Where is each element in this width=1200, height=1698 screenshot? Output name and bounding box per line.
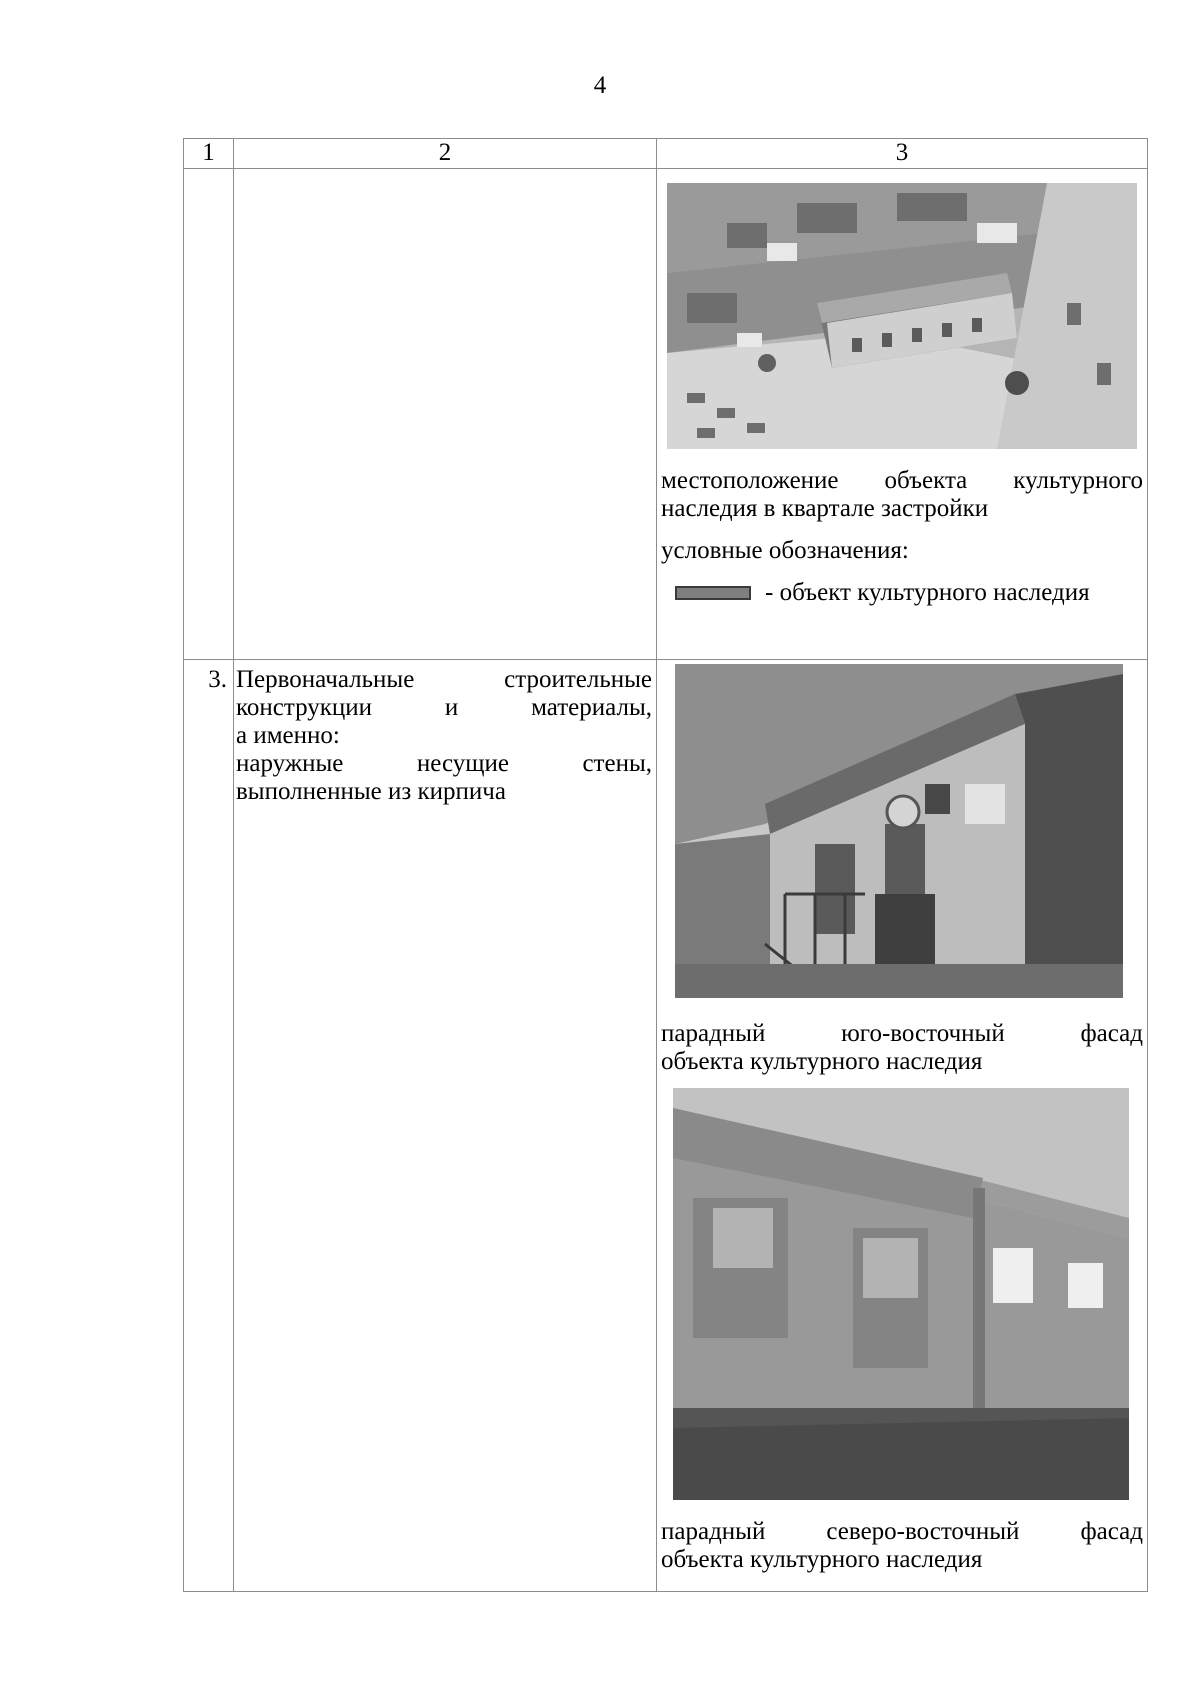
southeast-facade-photo bbox=[675, 664, 1123, 998]
row-a-description-cell bbox=[234, 169, 657, 660]
legend-item-label: - объект культурного наследия bbox=[765, 579, 1090, 606]
heritage-table bbox=[183, 138, 1148, 1592]
header-col-2: 2 bbox=[234, 139, 657, 169]
header-col-3: 3 bbox=[657, 139, 1148, 169]
northeast-caption-line-2: объекта культурного наследия bbox=[661, 1546, 983, 1573]
legend-title: условные обозначения: bbox=[661, 537, 909, 564]
description-line-5: выполненные из кирпича bbox=[236, 778, 506, 805]
table-header-row bbox=[184, 139, 1148, 169]
southeast-caption-line-1: парадный юго-восточный фасад bbox=[661, 1020, 1143, 1047]
description-line-4: наружные несущие стены, bbox=[236, 750, 652, 777]
southeast-caption-line-2: объекта культурного наследия bbox=[661, 1048, 983, 1075]
description-line-1: Первоначальные строительные bbox=[236, 666, 652, 693]
aerial-photo bbox=[667, 183, 1137, 449]
table-row bbox=[184, 169, 1148, 660]
aerial-caption-line-2: наследия в квартале застройки bbox=[661, 495, 989, 522]
row-b-media-cell bbox=[657, 660, 1148, 1592]
legend-item bbox=[675, 579, 1147, 607]
description-line-3: а именно: bbox=[236, 722, 340, 749]
description-line-2: конструкции и материалы, bbox=[236, 694, 652, 721]
row-b-description-cell bbox=[234, 660, 657, 1592]
row-a-media-cell bbox=[657, 169, 1148, 660]
page-number: 4 bbox=[593, 72, 607, 99]
northeast-caption-line-1: парадный северо-восточный фасад bbox=[661, 1518, 1143, 1545]
row-b-number-cell: 3. bbox=[184, 660, 234, 1592]
northeast-facade-photo bbox=[673, 1088, 1129, 1500]
aerial-caption-line-1: местоположение объекта культурного bbox=[661, 467, 1143, 494]
heritage-object-legend-swatch bbox=[675, 586, 751, 600]
header-col-1: 1 bbox=[184, 139, 234, 169]
table-row bbox=[184, 660, 1148, 1592]
row-a-number-cell bbox=[184, 169, 234, 660]
